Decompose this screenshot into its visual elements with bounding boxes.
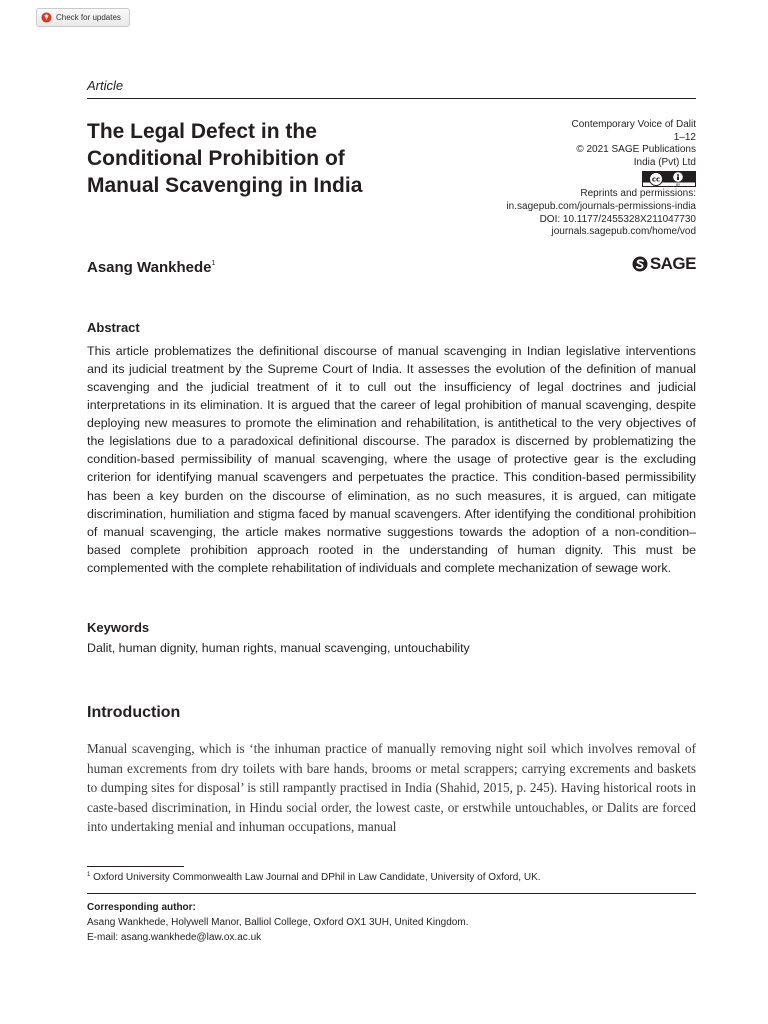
corresponding-heading: Corresponding author: [87,902,196,913]
check-updates-label: Check for updates [56,13,121,22]
keywords-text: Dalit, human dignity, human rights, manual scavenging, untouchability [87,641,470,655]
corresponding-address: Asang Wankhede, Holywell Manor, Balliol College, Oxford OX1 3UH, United Kingdom. [87,917,469,928]
permissions-link[interactable]: in.sagepub.com/journals-permissions-india [506,200,696,212]
journal-name: Contemporary Voice of Dalit [571,119,696,130]
check-for-updates-button[interactable] [36,8,130,27]
svg-text:BY: BY [675,183,681,188]
doi[interactable]: DOI: 10.1177/2455328X211047730 [539,213,696,225]
publisher-region: India (Pvt) Ltd [633,156,696,168]
svg-text:cc: cc [651,175,661,184]
footnote [87,872,541,883]
crossmark-icon [41,12,52,23]
sage-logo-text: SAGE [649,254,696,273]
abstract-text: This article problematizes the definitional discourse of manual scavenging in Indian legislative interventions and its judicial treatment by the Supreme Court of India. It assesses the evolution of the definition of manual scavenging and the judicial treatment of it to cull out the insufficiency of legal doctrines and judicial interpretations in its elimination. It is argued that the career of legal prohibition of manual scavenging, despite deploying new measures to promote the elimination and rehabilitation, is antithetical to the very objectives of the legislations due to a paradoxical definitional discourse. The paradox is discerned by problematizing the condition-based permissibility of manual scavenging, where the usage of protective gear is the excluding criterion for identifying manual scavengers and perpetuates the practice. This condition-based permissibility has been a key burden on the discourse of elimination, as no such measures, it is argued, can mitigate discrimination, humiliation and stigma faced by manual scavengers. After identifying the conditional prohibition of manual scavenging, the article makes normative suggestions towards the adoption of a non-condition–based complete prohibition approach rooted in the understanding of human dignity. This must be complemented with the complete rehabilitation of individuals and complete mechanization of sewage work. [87,344,696,575]
header-rule [87,98,696,99]
corresponding-email[interactable]: E-mail: asang.wankhede@law.ox.ac.uk [87,932,262,943]
introduction-text: Manual scavenging, which is ‘the inhuman practice of manually removing night soil which involves removal of human excrements from dry toilets with bare hands, brooms or metal scrappers; carrying excrements and baskets to dumping sites for disposal’ is still rampantly practised in India (Shahid, 2015, p. 245). Having historical roots in caste-based discrimination, in Hindu social order, the lowest caste, or erstwhile untouchables, or Dalits are forced into undertaking menial and inhuman occupations, manual [87,741,696,835]
corresponding-rule [87,893,696,894]
footnote-mark: 1 [87,872,91,878]
reprints-label: Reprints and permissions: [580,188,696,200]
author-name: Asang Wankhede [87,259,212,276]
sage-logo [632,254,696,274]
sage-s-icon [632,256,648,272]
footnote-rule [87,866,184,867]
author-line [87,259,215,276]
article-title: The Legal Defect in the Conditional Prohibition of Manual Scavenging in India [87,120,363,197]
keywords-heading: Keywords [87,620,150,635]
journal-metadata [436,119,696,239]
author-footnote-mark[interactable]: 1 [211,260,216,267]
introduction-heading: Introduction [87,704,181,721]
copyright: © 2021 SAGE Publications [576,144,696,156]
article-type-label: Article [87,78,124,93]
footnote-text: Oxford University Commonwealth Law Journal and DPhil in Law Candidate, University of Oxford, UK. [93,872,541,883]
journal-link[interactable]: journals.sagepub.com/home/vod [551,226,696,238]
abstract-heading: Abstract [87,320,140,335]
cc-by-icon[interactable] [642,171,696,187]
page-range: 1–12 [673,131,696,143]
